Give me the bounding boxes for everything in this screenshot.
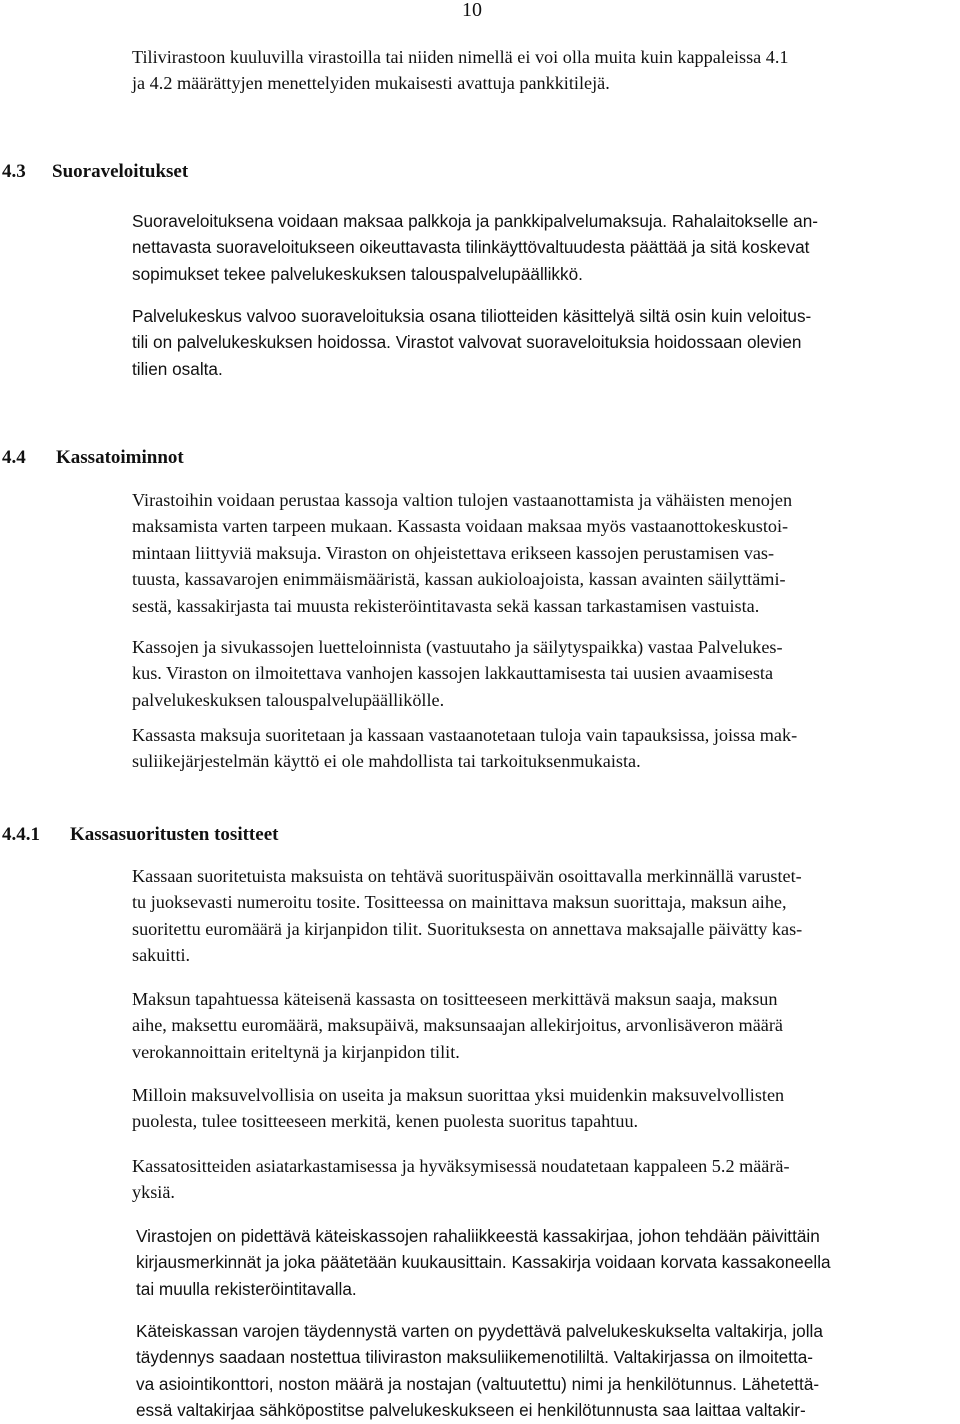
text-line: essä valtakirjaa sähköpostitse palvelukeskukseen ei henkilötunnusta saa laittaa valtakir- — [136, 1400, 806, 1421]
text-line: nettavasta suoraveloitukseen oikeuttavasta tilinkäyttövaltuudesta päättää ja sitä koskevat — [132, 237, 810, 258]
text-line: suoritettu euromäärä ja kirjanpidon tilit. Suorituksesta on annettava maksajalle päivätty kas- — [132, 918, 803, 939]
text-line: kirjausmerkinnät ja joka päätetään kuukausittain. Kassakirja voidaan korvata kassakoneella — [136, 1252, 831, 1273]
paragraph — [132, 863, 802, 969]
text-line: Maksun tapahtuessa käteisenä kassasta on tositteeseen merkittävä maksun saaja, maksun — [132, 989, 778, 1009]
paragraph — [132, 722, 797, 775]
text-line: puolesta, tulee tositteeseen merkitä, kenen puolesta suoritus tapahtuu. — [132, 1111, 639, 1132]
text-line: Käteiskassan varojen täydennystä varten on pyydettävä palvelukeskukselta valtakirja, jolla — [136, 1321, 823, 1341]
text-line: tilien osalta. — [132, 358, 223, 379]
section-heading-4-4 — [2, 446, 184, 470]
text-line: sestä, kassakirjasta tai muusta rekisteröintitavasta sekä kassan tarkastamisen vastuista. — [132, 595, 760, 616]
text-line: ja 4.2 määrättyjen menettelyiden mukaisesti avattuja pankkitilejä. — [132, 73, 610, 94]
text-line: tai muulla rekisteröintitavalla. — [136, 1278, 357, 1299]
paragraph — [132, 208, 818, 287]
text-line: Milloin maksuvelvollisia on useita ja maksun suorittaa yksi muidenkin maksuvelvollisten — [132, 1085, 785, 1105]
text-line: tu juoksevasti numeroitu tosite. Tositteessa on mainittava maksun suorittaja, maksun aihe, — [132, 892, 787, 913]
text-line: suliikejärjestelmän käyttö ei ole mahdollista tai tarkoituksenmukaista. — [132, 751, 641, 772]
section-title: Suoraveloitukset — [52, 161, 189, 182]
paragraph — [132, 634, 783, 713]
text-line: yksiä. — [132, 1182, 175, 1203]
paragraph — [136, 1318, 823, 1424]
paragraph — [136, 1223, 831, 1302]
section-number: 4.3 — [2, 161, 26, 182]
section-number: 4.4.1 — [2, 824, 40, 845]
text-line: kus. Viraston on ilmoitettava vanhojen kassojen lakkauttamisesta tai uusien avaamisesta — [132, 663, 774, 684]
text-line: Kassasta maksuja suoritetaan ja kassaan vastaanotetaan tuloja vain tapauksissa, joissa mak- — [132, 725, 798, 745]
text-line: palvelukeskuksen talouspalvelupäällikölle. — [132, 689, 445, 710]
page-number: 10 — [462, 0, 482, 21]
paragraph — [132, 487, 792, 619]
text-line: Suoraveloituksena voidaan maksaa palkkoja ja pankkipalvelumaksuja. Rahalaitokselle an- — [132, 211, 818, 231]
paragraph — [132, 1082, 784, 1135]
text-line: maksamista varten tarpeen mukaan. Kassasta voidaan maksaa myös vastaanottokeskustoi- — [132, 516, 789, 537]
text-line: Kassojen ja sivukassojen luetteloinnista (vastuutaho ja säilytyspaikka) vastaa Palvelukes- — [132, 637, 783, 657]
text-line: täydennys saadaan nostettua tiliviraston maksuliikemenotililtä. Valtakirjassa on ilmoitetta- — [136, 1347, 814, 1368]
text-line: Virastojen on pidettävä käteiskassojen rahaliikkeestä kassakirjaa, johon tehdään päivittäin — [136, 1226, 820, 1246]
text-line: Palvelukeskus valvoo suoraveloituksia osana tiliotteiden käsittelyä siltä osin kuin veloitus- — [132, 306, 812, 326]
text-line: sopimukset tekee palvelukeskuksen talouspalvelupäällikkö. — [132, 263, 583, 284]
paragraph — [132, 303, 811, 382]
paragraph — [132, 986, 783, 1065]
section-heading-4-4-1 — [2, 823, 278, 847]
text-line: Virastoihin voidaan perustaa kassoja valtion tulojen vastaanottamista ja vähäisten menojen — [132, 490, 793, 510]
text-line: tili on palvelukeskuksen hoidossa. Virastot valvovat suoraveloituksia hoidossaan olevien — [132, 332, 802, 353]
text-line: verokannoittain eriteltynä ja kirjanpidon tilit. — [132, 1041, 460, 1062]
text-line: Kassatositteiden asiatarkastamisessa ja hyväksymisessä noudatetaan kappaleen 5.2 määrä- — [132, 1156, 790, 1176]
text-line: mintaan liittyviä maksuja. Viraston on ohjeistettava erikseen kassojen perustamisen vas- — [132, 542, 775, 563]
text-line: va asiointikonttori, noston määrä ja nostajan (valtuutettu) nimi ja henkilötunnus. Lähetettä- — [136, 1373, 820, 1394]
text-line: sakuitti. — [132, 945, 191, 966]
text-line: Kassaan suoritetuista maksuista on tehtävä suorituspäivän osoittavalla merkinnällä varustet- — [132, 866, 802, 886]
text-line: Tilivirastoon kuuluvilla virastoilla tai niiden nimellä ei voi olla muita kuin kappaleissa 4.1 — [132, 47, 789, 67]
section-heading-4-3 — [2, 160, 188, 184]
intro-paragraph — [132, 44, 789, 97]
paragraph — [132, 1153, 790, 1206]
section-title: Kassasuoritusten tositteet — [70, 824, 279, 845]
text-line: aihe, maksettu euromäärä, maksupäivä, maksunsaajan allekirjoitus, arvonlisäveron määrä — [132, 1015, 783, 1036]
section-title: Kassatoiminnot — [56, 447, 184, 468]
section-number: 4.4 — [2, 447, 26, 468]
text-line: tuusta, kassavarojen enimmäismääristä, kassan aukioloajoista, kassan avainten säilyttämi- — [132, 569, 786, 590]
